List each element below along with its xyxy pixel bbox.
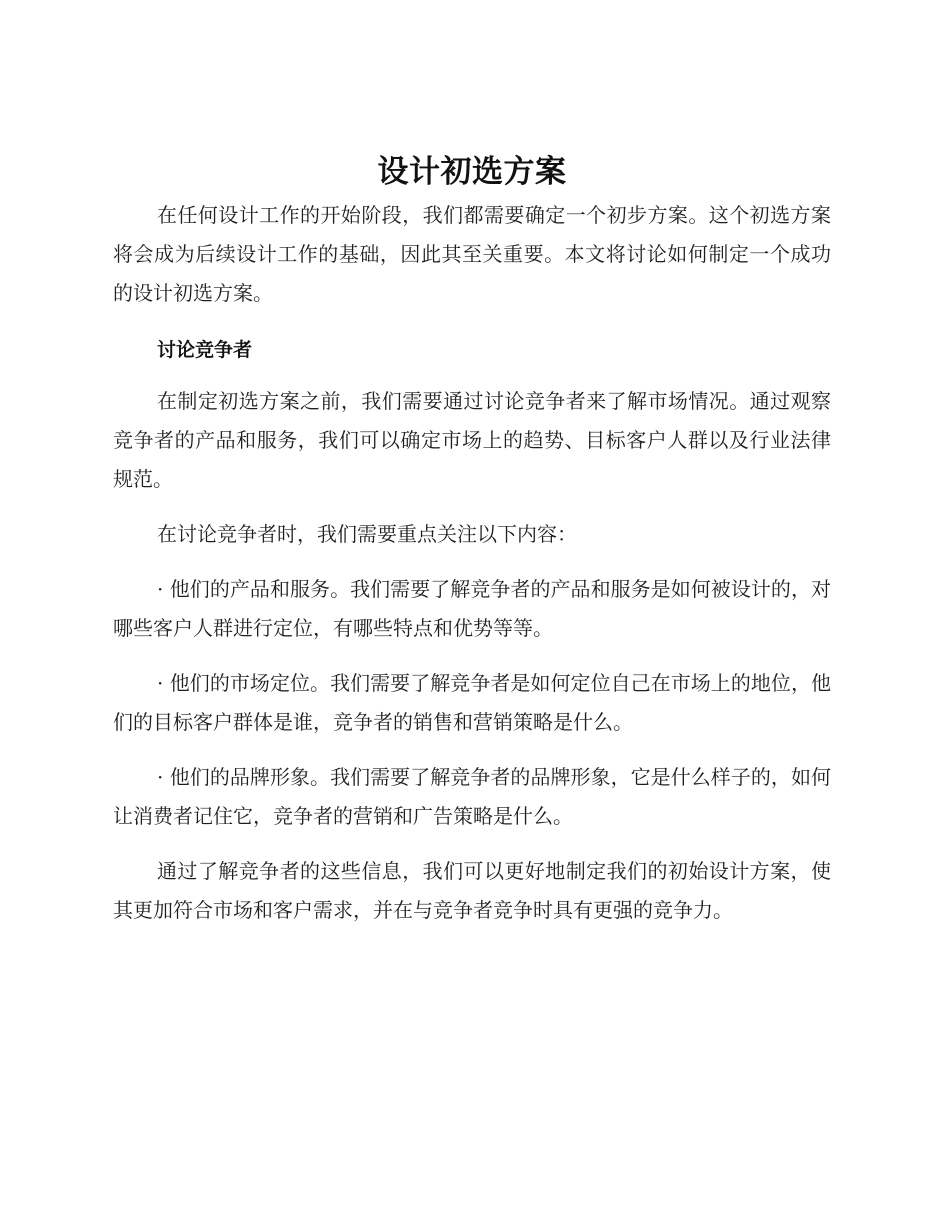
bullet-brand: · 他们的品牌形象。我们需要了解竞争者的品牌形象，它是什么样子的，如何让消费者记住它，竞争者的营销和广告策略是什么。	[113, 765, 831, 828]
document-body	[113, 150, 831, 930]
section-heading: 讨论竞争者	[157, 339, 253, 361]
market-paragraph: 在制定初选方案之前，我们需要通过讨论竞争者来了解市场情况。通过观察竞争者的产品和服务，我们可以确定市场上的趋势、目标客户人群以及行业法律规范。	[113, 389, 831, 491]
intro-paragraph: 在任何设计工作的开始阶段，我们都需要确定一个初步方案。这个初选方案将会成为后续设计工作的基础，因此其至关重要。本文将讨论如何制定一个成功的设计初选方案。	[113, 203, 831, 305]
bullet-positioning: · 他们的市场定位。我们需要了解竞争者是如何定位自己在市场上的地位，他们的目标客户群体是谁，竞争者的销售和营销策略是什么。	[113, 671, 831, 734]
focus-intro-paragraph: 在讨论竞争者时，我们需要重点关注以下内容：	[157, 522, 577, 546]
conclusion-paragraph: 通过了解竞争者的这些信息，我们可以更好地制定我们的初始设计方案，使其更加符合市场和客户需求，并在与竞争者竞争时具有更强的竞争力。	[113, 859, 831, 922]
document-title: 设计初选方案	[377, 154, 567, 190]
bullet-products: · 他们的产品和服务。我们需要了解竞争者的产品和服务是如何被设计的，对哪些客户人群进行定位，有哪些特点和优势等等。	[113, 577, 831, 640]
